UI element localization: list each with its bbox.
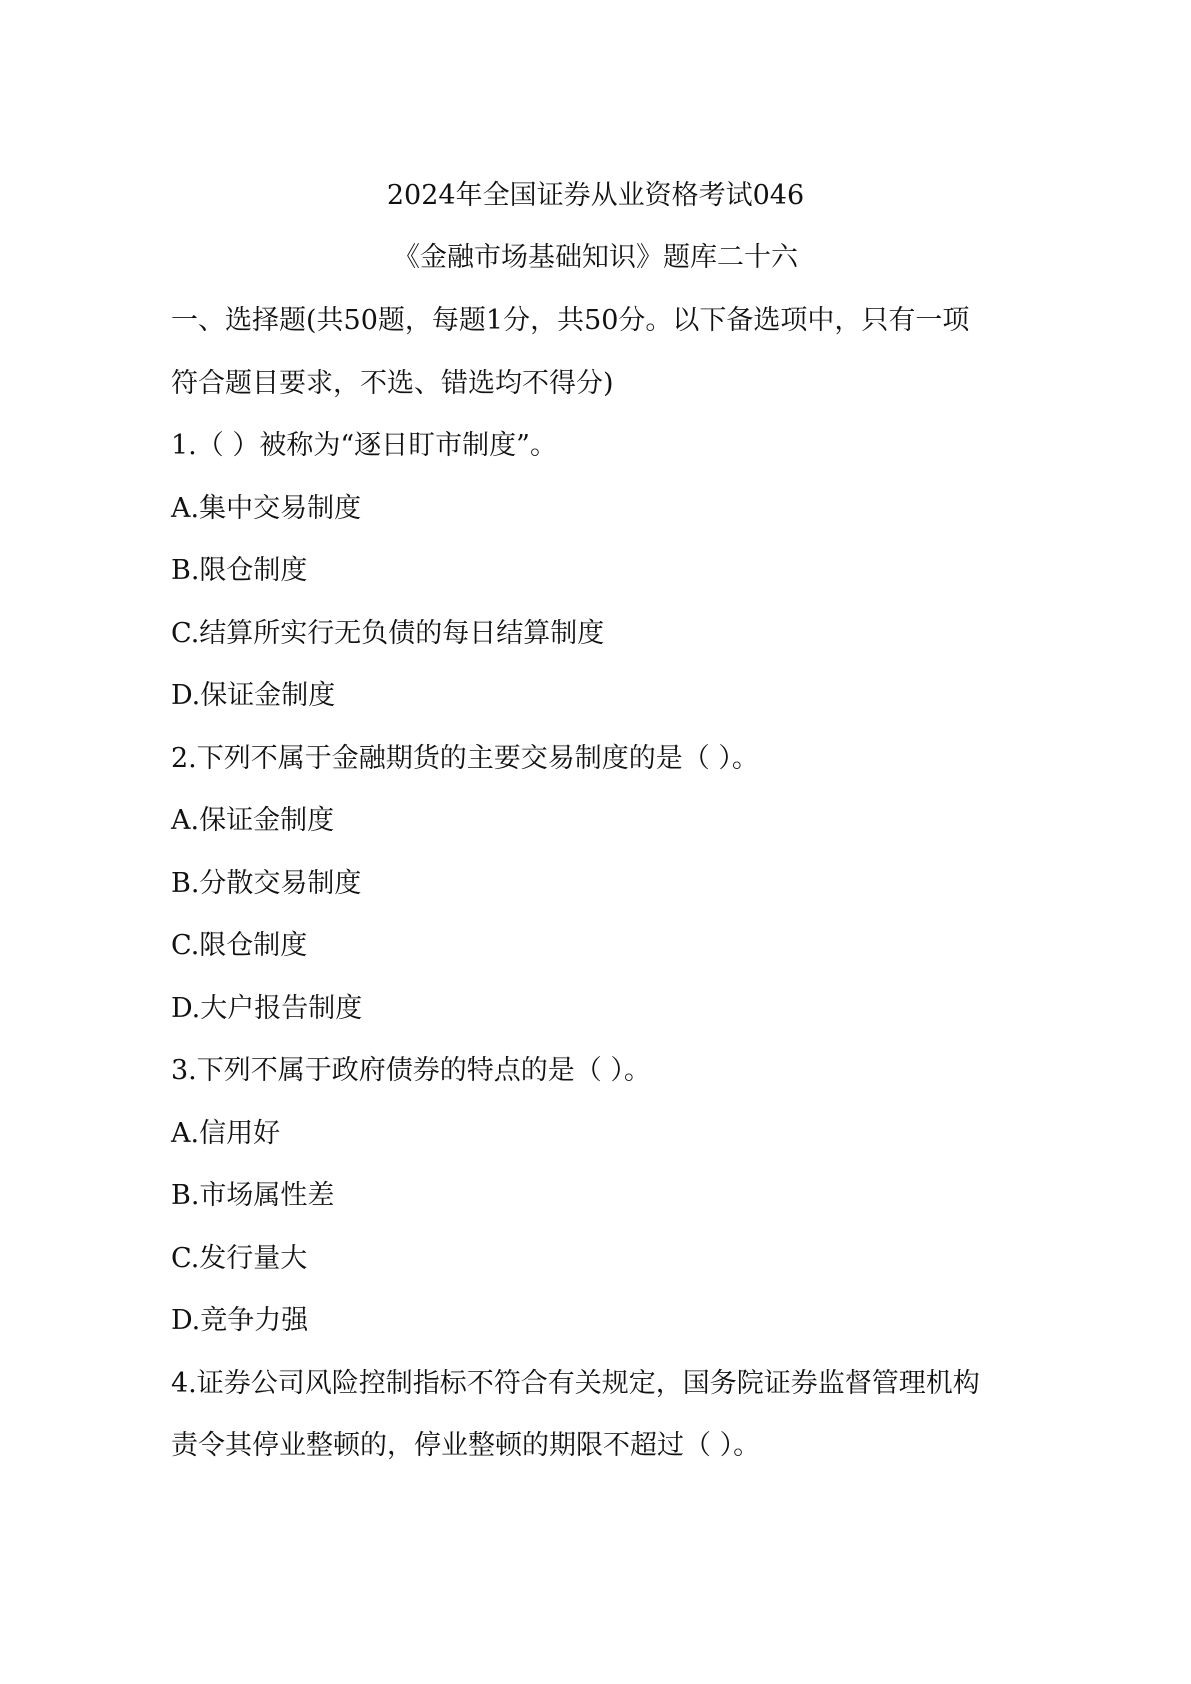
question-3-option-a: A.信用好 [171,1117,281,1149]
question-2: 2.下列不属于金融期货的主要交易制度的是（ ）。 [171,742,759,774]
question-3-option-c: C.发行量大 [171,1242,308,1274]
document-body [171,301,1031,1489]
question-3-option-b: B.市场属性差 [171,1180,335,1211]
document-subtitle: 《金融市场基础知识》题库二十六 [393,242,798,273]
document-title: 2024年全国证券从业资格考试046 [386,180,805,211]
question-3: 3.下列不属于政府债券的特点的是（ ）。 [171,1055,651,1086]
question-1-option-a: A.集中交易制度 [171,492,362,524]
question-1-option-d: D.保证金制度 [171,680,336,711]
question-4-line-1: 4.证券公司风险控制指标不符合有关规定，国务院证券监督管理机构 [171,1367,980,1399]
question-2-option-d: D.大户报告制度 [171,992,363,1024]
question-4-line-2: 责令其停业整顿的，停业整顿的期限不超过（ ）。 [171,1430,761,1461]
question-1: 1.（ ）被称为“逐日盯市制度”。 [171,430,557,461]
section-heading-line-1: 一、选择题(共50题，每题1分，共50分。以下备选项中，只有一项 [171,305,970,336]
question-2-option-c: C.限仓制度 [171,930,308,961]
question-2-option-b: B.分散交易制度 [171,867,362,899]
question-3-option-d: D.竞争力强 [171,1305,309,1336]
question-1-option-b: B.限仓制度 [171,555,308,586]
question-2-option-a: A.保证金制度 [171,805,335,836]
question-1-option-c: C.结算所实行无负债的每日结算制度 [171,617,605,649]
section-heading-line-2: 符合题目要求，不选、错选均不得分) [171,367,614,399]
